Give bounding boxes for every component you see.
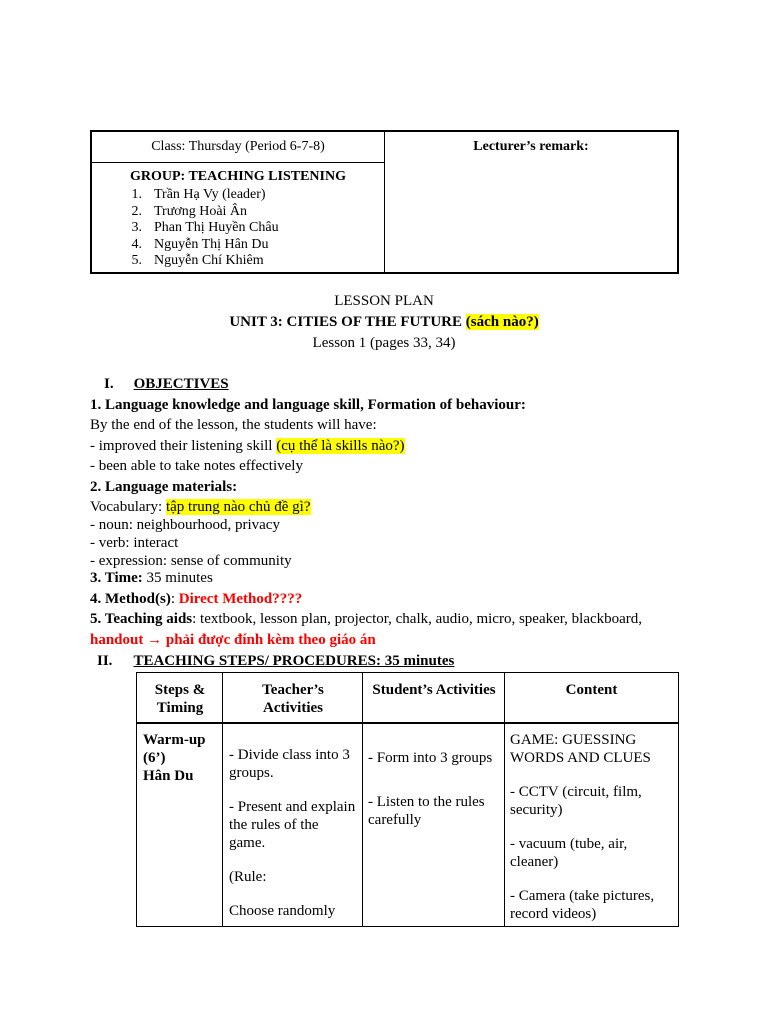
- method-line: 4. Method(s): Direct Method????: [90, 591, 303, 607]
- objective-item: - improved their listening skill (cụ thể là skills nào?): [90, 438, 405, 454]
- content-header: Content: [565, 682, 618, 698]
- steps-header: Steps & Timing: [154, 682, 206, 716]
- lecturer-remark-cell: Lecturer’s remark:: [473, 139, 589, 154]
- header-table: [90, 130, 679, 274]
- verb-line: - verb: interact: [90, 535, 179, 551]
- member-item: 2. Trương Hoài Ân: [131, 203, 248, 219]
- teaching-steps-table: [136, 672, 679, 927]
- time-line: 3. Time: 35 minutes: [90, 570, 213, 586]
- content-column: [505, 673, 678, 926]
- teacher-activities-cell: - Divide class into 3 groups. - Present and explain the rules of the game. (Rule: Choose randomly: [229, 747, 356, 919]
- content-cell: GAME: GUESSING WORDS AND CLUES - CCTV (circuit, film, security) - vacuum (tube, air, cleaner) - Camera (take pictures, record videos): [510, 732, 655, 922]
- teaching-aids-line: 5. Teaching aids: textbook, lesson plan, projector, chalk, audio, micro, speaker, blackboard,: [90, 611, 643, 627]
- step-cell: Warm-up (6’) Hân Du: [143, 732, 206, 784]
- unit-title: UNIT 3: CITIES OF THE FUTURE (sách nào?): [229, 314, 539, 330]
- objectives-heading: I. OBJECTIVES: [104, 376, 229, 392]
- group-info-cell: [92, 132, 385, 272]
- lesson-subtitle: Lesson 1 (pages 33, 34): [312, 335, 456, 351]
- materials-heading: 2. Language materials:: [90, 479, 238, 495]
- vocabulary-line: Vocabulary: tập trung nào chủ đề gì?: [90, 499, 311, 515]
- member-list: [92, 187, 384, 270]
- skills-note-highlight: (cụ thể là skills nào?): [276, 438, 405, 454]
- member-item: 5. Nguyễn Chí Khiêm: [131, 253, 264, 269]
- unit-note-highlight: (sách nào?): [465, 314, 539, 330]
- objective-item: - been able to take notes effectively: [90, 458, 303, 474]
- procedures-heading: II. TEACHING STEPS/ PROCEDURES: 35 minutes: [97, 653, 455, 669]
- handout-note: handout → phải được đính kèm theo giáo án: [90, 632, 376, 648]
- method-value: Direct Method????: [178, 591, 303, 607]
- member-item: 1. Trần Hạ Vy (leader): [131, 187, 266, 202]
- expression-line: - expression: sense of community: [90, 553, 292, 569]
- steps-column: [137, 673, 223, 926]
- member-item: 3. Phan Thị Huyền Châu: [131, 220, 279, 236]
- teacher-column: [223, 673, 363, 926]
- lesson-plan-heading: LESSON PLAN: [334, 293, 434, 309]
- noun-line: - noun: neighbourhood, privacy: [90, 517, 280, 533]
- student-activities-cell: - Form into 3 groups - Listen to the rules carefully: [368, 750, 493, 828]
- objectives-intro: By the end of the lesson, the students will have:: [90, 417, 377, 433]
- student-column: [363, 673, 505, 926]
- class-line: Class: Thursday (Period 6-7-8): [92, 132, 384, 163]
- objectives-sub1: 1. Language knowledge and language skill, Formation of behaviour:: [90, 397, 526, 413]
- student-header: Student’s Activities: [372, 682, 496, 698]
- teacher-header: Teacher’s Activities: [262, 682, 324, 716]
- member-item: 4. Nguyễn Thị Hân Du: [131, 236, 269, 252]
- group-title: GROUP: TEACHING LISTENING: [129, 169, 346, 184]
- vocab-note-highlight: tập trung nào chủ đề gì?: [165, 499, 311, 515]
